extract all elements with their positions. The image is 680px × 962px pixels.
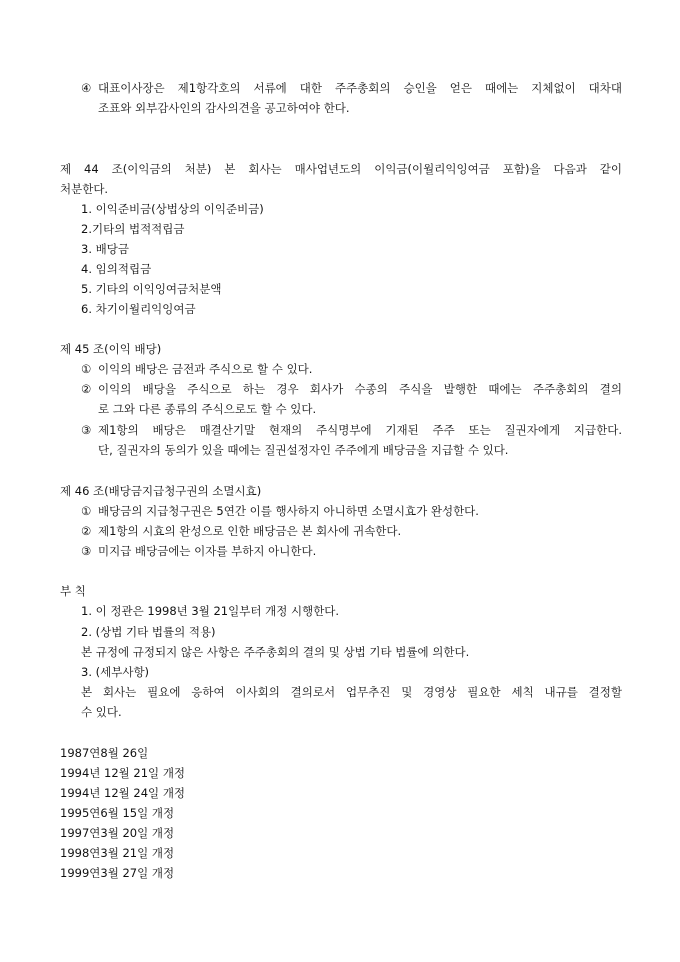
addenda-heading: 부 칙	[60, 584, 86, 598]
clause-marker: ②	[81, 524, 92, 538]
article-46-heading: 제 46 조(배당금지급청구권의 소멸시효)	[60, 484, 262, 498]
clause-marker: ②	[81, 382, 92, 396]
list-item: 6. 차기이월리익잉여금	[81, 302, 196, 316]
clause-marker: ①	[81, 362, 92, 376]
addenda-text: 본 회사는 필요에 응하여 이사회의 결의로서 업무추진 및 경영상 필요한 세칙 내규를 결정할	[81, 685, 622, 699]
clause-marker: ③	[81, 423, 92, 437]
history-entry: 1994년 12월 24일 개정	[60, 786, 186, 800]
list-item: 2.기타의 법적적립금	[81, 222, 185, 236]
list-item: 3. (세부사항)	[81, 665, 150, 679]
clause-text: 제1항의 배당은 매결산기말 현재의 주식명부에 기재된 주주 또는 질권자에게 지급한다.	[98, 423, 622, 437]
addenda-text: 수 있다.	[81, 705, 122, 719]
clause-text: 대표이사장은 제1항각호의 서류에 대한 주주총회의 승인을 얻은 때에는 지체없이 대차대	[98, 81, 622, 95]
clause-text: 배당금의 지급청구권은 5연간 이를 행사하지 아니하면 소멸시효가 완성한다.	[98, 504, 479, 518]
clause-text: 이익의 배당은 금전과 주식으로 할 수 있다.	[98, 362, 313, 376]
clause-text: 이익의 배당을 주식으로 하는 경우 회사가 수종의 주식을 발행한 때에는 주주총회의 결의	[98, 382, 622, 396]
addenda-text: 본 규정에 규정되지 않은 사항은 주주총회의 결의 및 상법 기타 법률에 의한다.	[81, 645, 470, 659]
list-item: 5. 기타의 이익잉여금처분액	[81, 282, 222, 296]
clause-marker: ③	[81, 544, 92, 558]
clause-text: 미지급 배당금에는 이자를 부하지 아니한다.	[98, 544, 317, 558]
history-entry: 1987연8월 26일	[60, 746, 149, 760]
article-44-heading: 제 44 조(이익금의 처분) 본 회사는 매사업년도의 이익금(이월리익잉여금 포함)을 다음과 같이	[60, 162, 622, 176]
history-entry: 1994년 12월 21일 개정	[60, 766, 186, 780]
list-item: 4. 임의적립금	[81, 262, 152, 276]
history-entry: 1997연3월 20일 개정	[60, 826, 175, 840]
clause-marker: ①	[81, 504, 92, 518]
history-entry: 1995연6월 15일 개정	[60, 806, 175, 820]
clause-marker: ④	[81, 81, 92, 95]
article-45-heading: 제 45 조(이익 배당)	[60, 342, 162, 356]
list-item: 2. (상법 기타 법률의 적용)	[81, 625, 216, 639]
clause-text: 조표와 외부감사인의 감사의견을 공고하여야 한다.	[98, 101, 350, 115]
clause-text: 제1항의 시효의 완성으로 인한 배당금은 본 회사에 귀속한다.	[98, 524, 402, 538]
clause-text: 단, 질권자의 동의가 있을 때에는 질권설정자인 주주에게 배당금을 지급할 수 있다.	[98, 443, 509, 457]
list-item: 1. 이익준비금(상법상의 이익준비금)	[81, 202, 264, 216]
article-44-text: 처분한다.	[60, 182, 109, 196]
history-entry: 1999연3월 27일 개정	[60, 866, 175, 880]
clause-text: 로 그와 다른 종류의 주식으로도 할 수 있다.	[98, 402, 317, 416]
history-entry: 1998연3월 21일 개정	[60, 846, 175, 860]
list-item: 3. 배당금	[81, 242, 129, 256]
list-item: 1. 이 정관은 1998년 3월 21일부터 개정 시행한다.	[81, 604, 340, 618]
